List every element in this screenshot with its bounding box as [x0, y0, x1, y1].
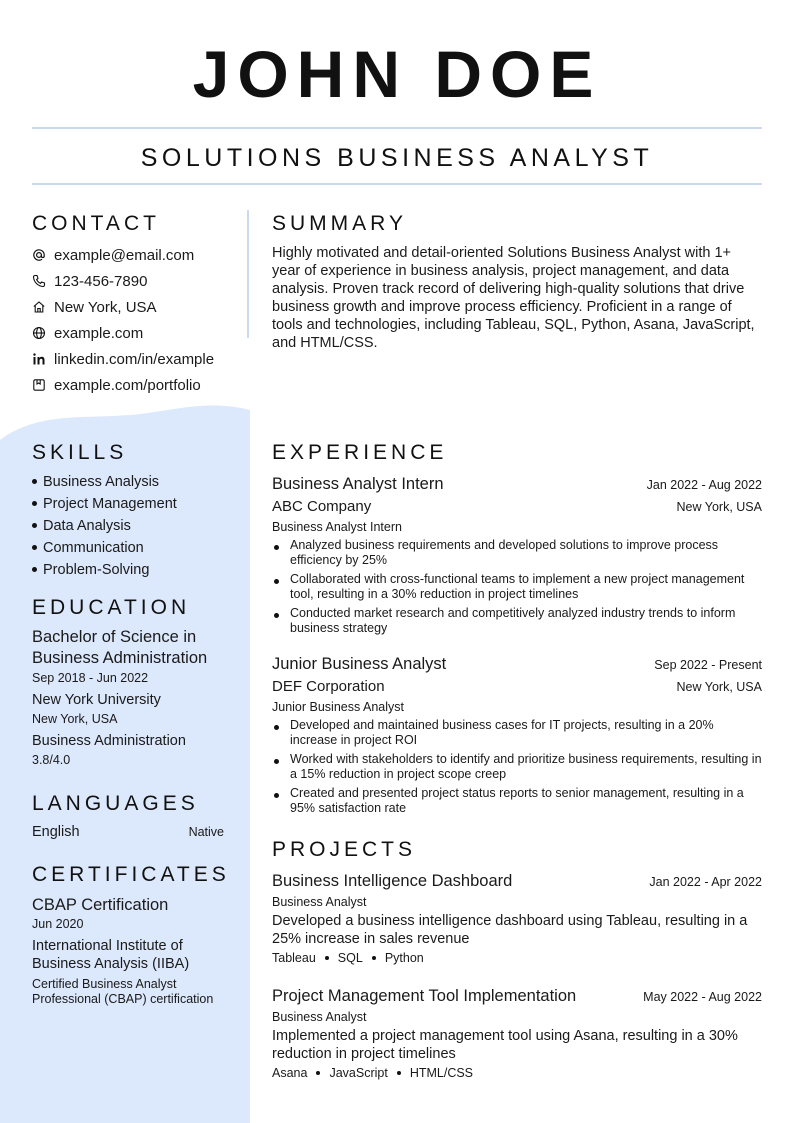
education-degree: Bachelor of Science in Business Administration	[32, 628, 208, 667]
education-school: New York University	[32, 692, 161, 708]
job-location: New York, USA	[676, 500, 762, 514]
project-tags	[272, 949, 762, 967]
phone-icon	[32, 274, 46, 288]
list-item: Problem-Solving	[32, 559, 242, 581]
skills-list	[32, 471, 242, 581]
job-title: SOLUTIONS BUSINESS ANALYST	[140, 144, 654, 172]
contact-phone-text: 123-456-7890	[54, 272, 148, 290]
linkedin-icon	[32, 352, 46, 366]
certificate-name: CBAP Certification	[32, 896, 169, 914]
project-role: Business Analyst	[272, 1010, 367, 1024]
tag-separator	[325, 956, 329, 960]
list-item: Conducted market research and competitively analyzed industry trends to inform business strategy	[272, 606, 762, 636]
list-item: Collaborated with cross-functional teams to implement a new project management tool, resulting in a 30% reduction in project timelines	[272, 572, 762, 602]
contact-portfolio[interactable]	[32, 372, 242, 398]
tag: Asana	[272, 1066, 308, 1080]
globe-icon	[32, 326, 46, 340]
list-item: Communication	[32, 537, 242, 559]
education-dates: Sep 2018 - Jun 2022	[32, 671, 149, 685]
tag-separator	[397, 1071, 401, 1075]
column-divider	[247, 210, 249, 338]
project-entry	[272, 985, 762, 1082]
contact-phone[interactable]	[32, 268, 242, 294]
job-bullets	[272, 718, 762, 816]
project-description: Developed a business intelligence dashboard using Tableau, resulting in a 25% increase in sales revenue	[272, 913, 748, 947]
contact-email-text: example@email.com	[54, 246, 195, 264]
job-subrole: Junior Business Analyst	[272, 700, 405, 714]
bullet-dot	[32, 567, 37, 572]
certificate-issuer: International Institute of Business Analysis (IIBA)	[32, 938, 190, 972]
candidate-name: JOHN DOE	[192, 37, 602, 111]
summary-text: Highly motivated and detail-oriented Solutions Business Analyst with 1+ year of experience in business analysis, project management, and data analysis. Proven track record of delivering high-quality solutions that drive business growth and improve process efficiency. Proficient in a range of tools and technologies, including Tableau, SQL, Python, Asana, JavaScript, and HTML/CSS.	[272, 245, 755, 351]
project-name: Business Intelligence Dashboard	[272, 872, 513, 890]
tag: JavaScript	[329, 1066, 388, 1080]
header-top-rule	[32, 127, 762, 129]
list-item: Analyzed business requirements and developed solutions to improve process efficiency by 25%	[272, 538, 762, 568]
contact-location-text: New York, USA	[54, 298, 157, 316]
job-company: DEF Corporation	[272, 678, 385, 695]
education-entry	[32, 627, 242, 773]
languages-heading: LANGUAGES	[32, 792, 199, 815]
job-role: Business Analyst Intern	[272, 475, 444, 493]
language-level: Native	[188, 825, 224, 839]
tag-separator	[316, 1071, 320, 1075]
summary-heading: SUMMARY	[272, 212, 407, 235]
job-dates: Sep 2022 - Present	[654, 658, 762, 672]
certificate-description: Certified Business Analyst Professional (CBAP) certification	[32, 977, 214, 1006]
certificate-entry	[32, 895, 242, 1007]
bullet-dot	[32, 501, 37, 506]
tag-separator	[372, 956, 376, 960]
contact-portfolio-text: example.com/portfolio	[54, 376, 201, 394]
job-location: New York, USA	[676, 680, 762, 694]
job-subrole: Business Analyst Intern	[272, 520, 402, 534]
experience-heading: EXPERIENCE	[272, 441, 448, 464]
language-name: English	[32, 824, 80, 840]
job-bullets	[272, 538, 762, 636]
contact-linkedin-text: linkedin.com/in/example	[54, 350, 215, 368]
projects-heading: PROJECTS	[272, 838, 417, 861]
education-location: New York, USA	[32, 712, 118, 726]
contact-website-text: example.com	[54, 324, 144, 342]
tag: Tableau	[272, 951, 316, 965]
bullet-dot	[32, 479, 37, 484]
education-gpa: 3.8/4.0	[32, 753, 71, 767]
contact-heading: CONTACT	[32, 212, 160, 235]
project-dates: May 2022 - Aug 2022	[643, 990, 762, 1004]
list-item: Created and presented project status reports to senior management, resulting in a 95% satisfaction rate	[272, 786, 762, 816]
list-item: Project Management	[32, 493, 242, 515]
header-bottom-rule	[32, 183, 762, 185]
list-item: Developed and maintained business cases for IT projects, resulting in a 20% increase in project ROI	[272, 718, 762, 748]
certificate-date: Jun 2020	[32, 917, 84, 931]
tag: SQL	[337, 951, 363, 965]
education-heading: EDUCATION	[32, 596, 191, 619]
project-description: Implemented a project management tool using Asana, resulting in a 30% reduction in project timelines	[272, 1028, 738, 1062]
contact-list	[32, 242, 242, 398]
job-company: ABC Company	[272, 498, 372, 515]
list-item: Worked with stakeholders to identify and prioritize business requirements, resulting in a 15% reduction in project scope creep	[272, 752, 762, 782]
bullet-dot	[32, 523, 37, 528]
skills-heading: SKILLS	[32, 441, 128, 464]
job-role: Junior Business Analyst	[272, 655, 447, 673]
project-entry	[272, 870, 762, 967]
tag: Python	[384, 951, 424, 965]
experience-entry	[272, 473, 762, 640]
project-tags	[272, 1064, 762, 1082]
portfolio-icon	[32, 378, 46, 392]
project-name: Project Management Tool Implementation	[272, 987, 577, 1005]
bullet-dot	[32, 545, 37, 550]
project-role: Business Analyst	[272, 895, 367, 909]
contact-location	[32, 294, 242, 320]
contact-linkedin[interactable]	[32, 346, 242, 372]
contact-website[interactable]	[32, 320, 242, 346]
language-row	[32, 824, 224, 840]
list-item: Business Analysis	[32, 471, 242, 493]
tag: HTML/CSS	[409, 1066, 474, 1080]
at-icon	[32, 248, 46, 262]
contact-email[interactable]	[32, 242, 242, 268]
certificates-heading: CERTIFICATES	[32, 863, 230, 886]
list-item: Data Analysis	[32, 515, 242, 537]
education-major: Business Administration	[32, 733, 186, 749]
job-dates: Jan 2022 - Aug 2022	[646, 478, 762, 492]
experience-entry	[272, 653, 762, 820]
project-dates: Jan 2022 - Apr 2022	[649, 875, 762, 889]
home-icon	[32, 300, 46, 314]
